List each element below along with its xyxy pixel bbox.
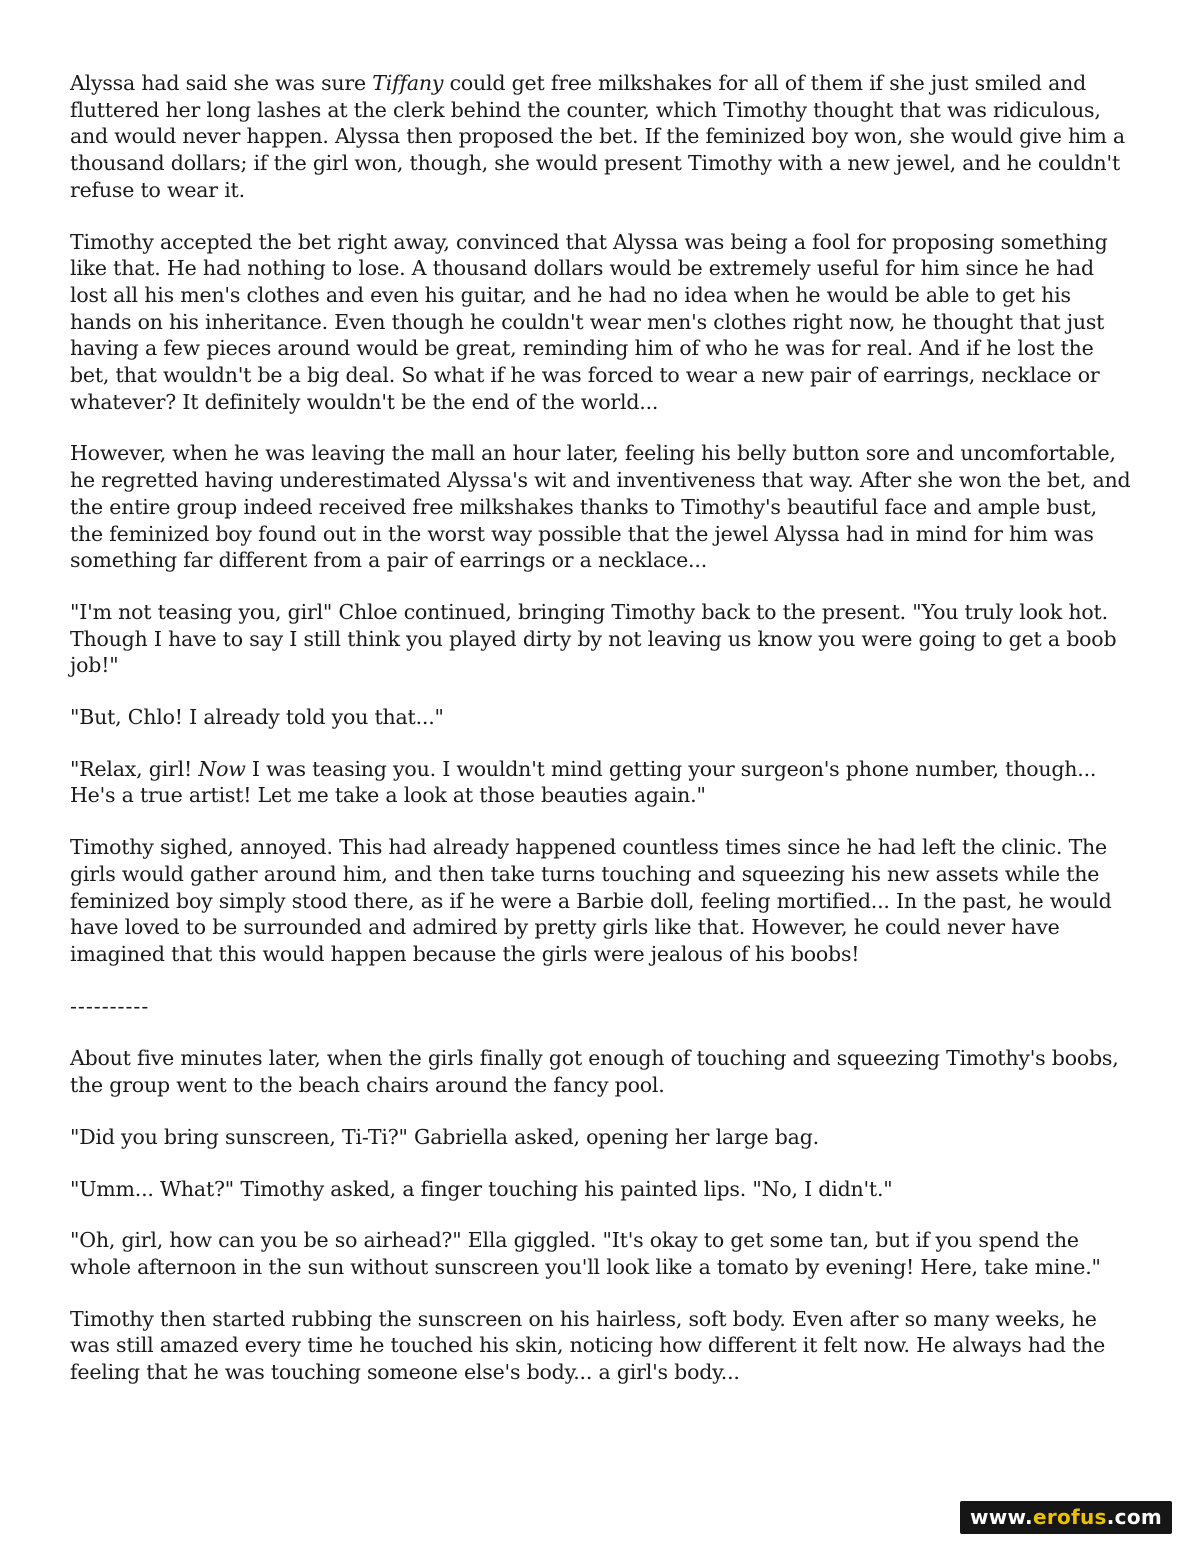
- story-page: [70, 70, 1132, 1411]
- paragraph-4: "I'm not teasing you, girl" Chloe continued, bringing Timothy back to the present. "You truly look hot. Though I have to say I still think you played dirty by not leaving us know you were going to get a boob job!": [70, 599, 1117, 678]
- watermark-brand: erofus: [1032, 1505, 1107, 1529]
- watermark-suffix: .com: [1106, 1505, 1162, 1529]
- paragraph-10: "Umm... What?" Timothy asked, a finger touching his painted lips. "No, I didn't.": [70, 1176, 893, 1201]
- site-watermark: [960, 1501, 1172, 1534]
- paragraph-1: [70, 70, 1132, 204]
- paragraph-2: Timothy accepted the bet right away, convinced that Alyssa was being a fool for proposing something like that. He had nothing to lose. A thousand dollars would be extremely useful for him since he had lost all his men's clothes and even his guitar, and he had no idea when he would be able to get his hands on his inheritance. Even though he couldn't wear men's clothes right now, he thought that just having a few pieces around would be great, reminding him of who he was for real. And if he lost the bet, that wouldn't be a big deal. So what if he was forced to wear a new pair of earrings, necklace or whatever? It definitely wouldn't be the end of the world...: [70, 229, 1108, 414]
- scene-separator: ----------: [70, 993, 150, 1018]
- paragraph-1-pre: Alyssa had said she was sure: [70, 71, 373, 95]
- paragraph-6-pre: "Relax, girl!: [70, 756, 199, 781]
- watermark-prefix: www.: [970, 1505, 1033, 1529]
- paragraph-3: However, when he was leaving the mall an hour later, feeling his belly button sore and uncomfortable, he regretted having underestimated Alyssa's wit and inventiveness that way. After she won the bet, and the entire group indeed received free milkshakes thanks to Timothy's beautiful face and ample bust, the feminized boy found out in the worst way possible that the jewel Alyssa had in mind for him was something far different from a pair of earrings or a necklace...: [70, 441, 1131, 573]
- paragraph-8: About five minutes later, when the girls finally got enough of touching and squeezing Timothy's boobs, the group went to the beach chairs around the fancy pool.: [70, 1046, 1119, 1098]
- paragraph-7: Timothy sighed, annoyed. This had already happened countless times since he had left the clinic. The girls would gather around him, and then take turns touching and squeezing his new assets while the feminized boy simply stood there, as if he were a Barbie doll, feeling mortified... In the past, he would have loved to be surrounded and admired by pretty girls like that. However, he could never have imagined that this would happen because the girls were jealous of his boobs!: [70, 835, 1112, 966]
- paragraph-6-emphasis: Now: [198, 756, 246, 781]
- paragraph-9: "Did you bring sunscreen, Ti-Ti?" Gabriella asked, opening her large bag.: [70, 1124, 819, 1149]
- paragraph-6-post: I was teasing you. I wouldn't mind getting your surgeon's phone number, though... He's a true artist! Let me take a look at those beauties again.": [70, 756, 1097, 808]
- paragraph-11: "Oh, girl, how can you be so airhead?" Ella giggled. "It's okay to get some tan, but if you spend the whole afternoon in the sun without sunscreen you'll look like a tomato by evening! Here, take mine.": [70, 1228, 1101, 1279]
- paragraph-5: "But, Chlo! I already told you that...": [70, 705, 444, 730]
- paragraph-12: Timothy then started rubbing the sunscreen on his hairless, soft body. Even after so many weeks, he was still amazed every time he touched his skin, noticing how different it felt now. He always had the feeling that he was touching someone else's body... a girl's body...: [70, 1306, 1106, 1385]
- paragraph-1-post: could get free milkshakes for all of them if she just smiled and fluttered her long lashes at the clerk behind the counter, which Timothy thought that was ridiculous, and would never happen. Alyssa then proposed the bet. If the feminized boy won, she would give him a thousand dollars; if the girl won, though, she would present Timothy with a new jewel, and he couldn't refuse to wear it.: [70, 71, 1125, 202]
- paragraph-6: [70, 756, 1132, 809]
- paragraph-1-emphasis: Tiffany: [372, 71, 444, 95]
